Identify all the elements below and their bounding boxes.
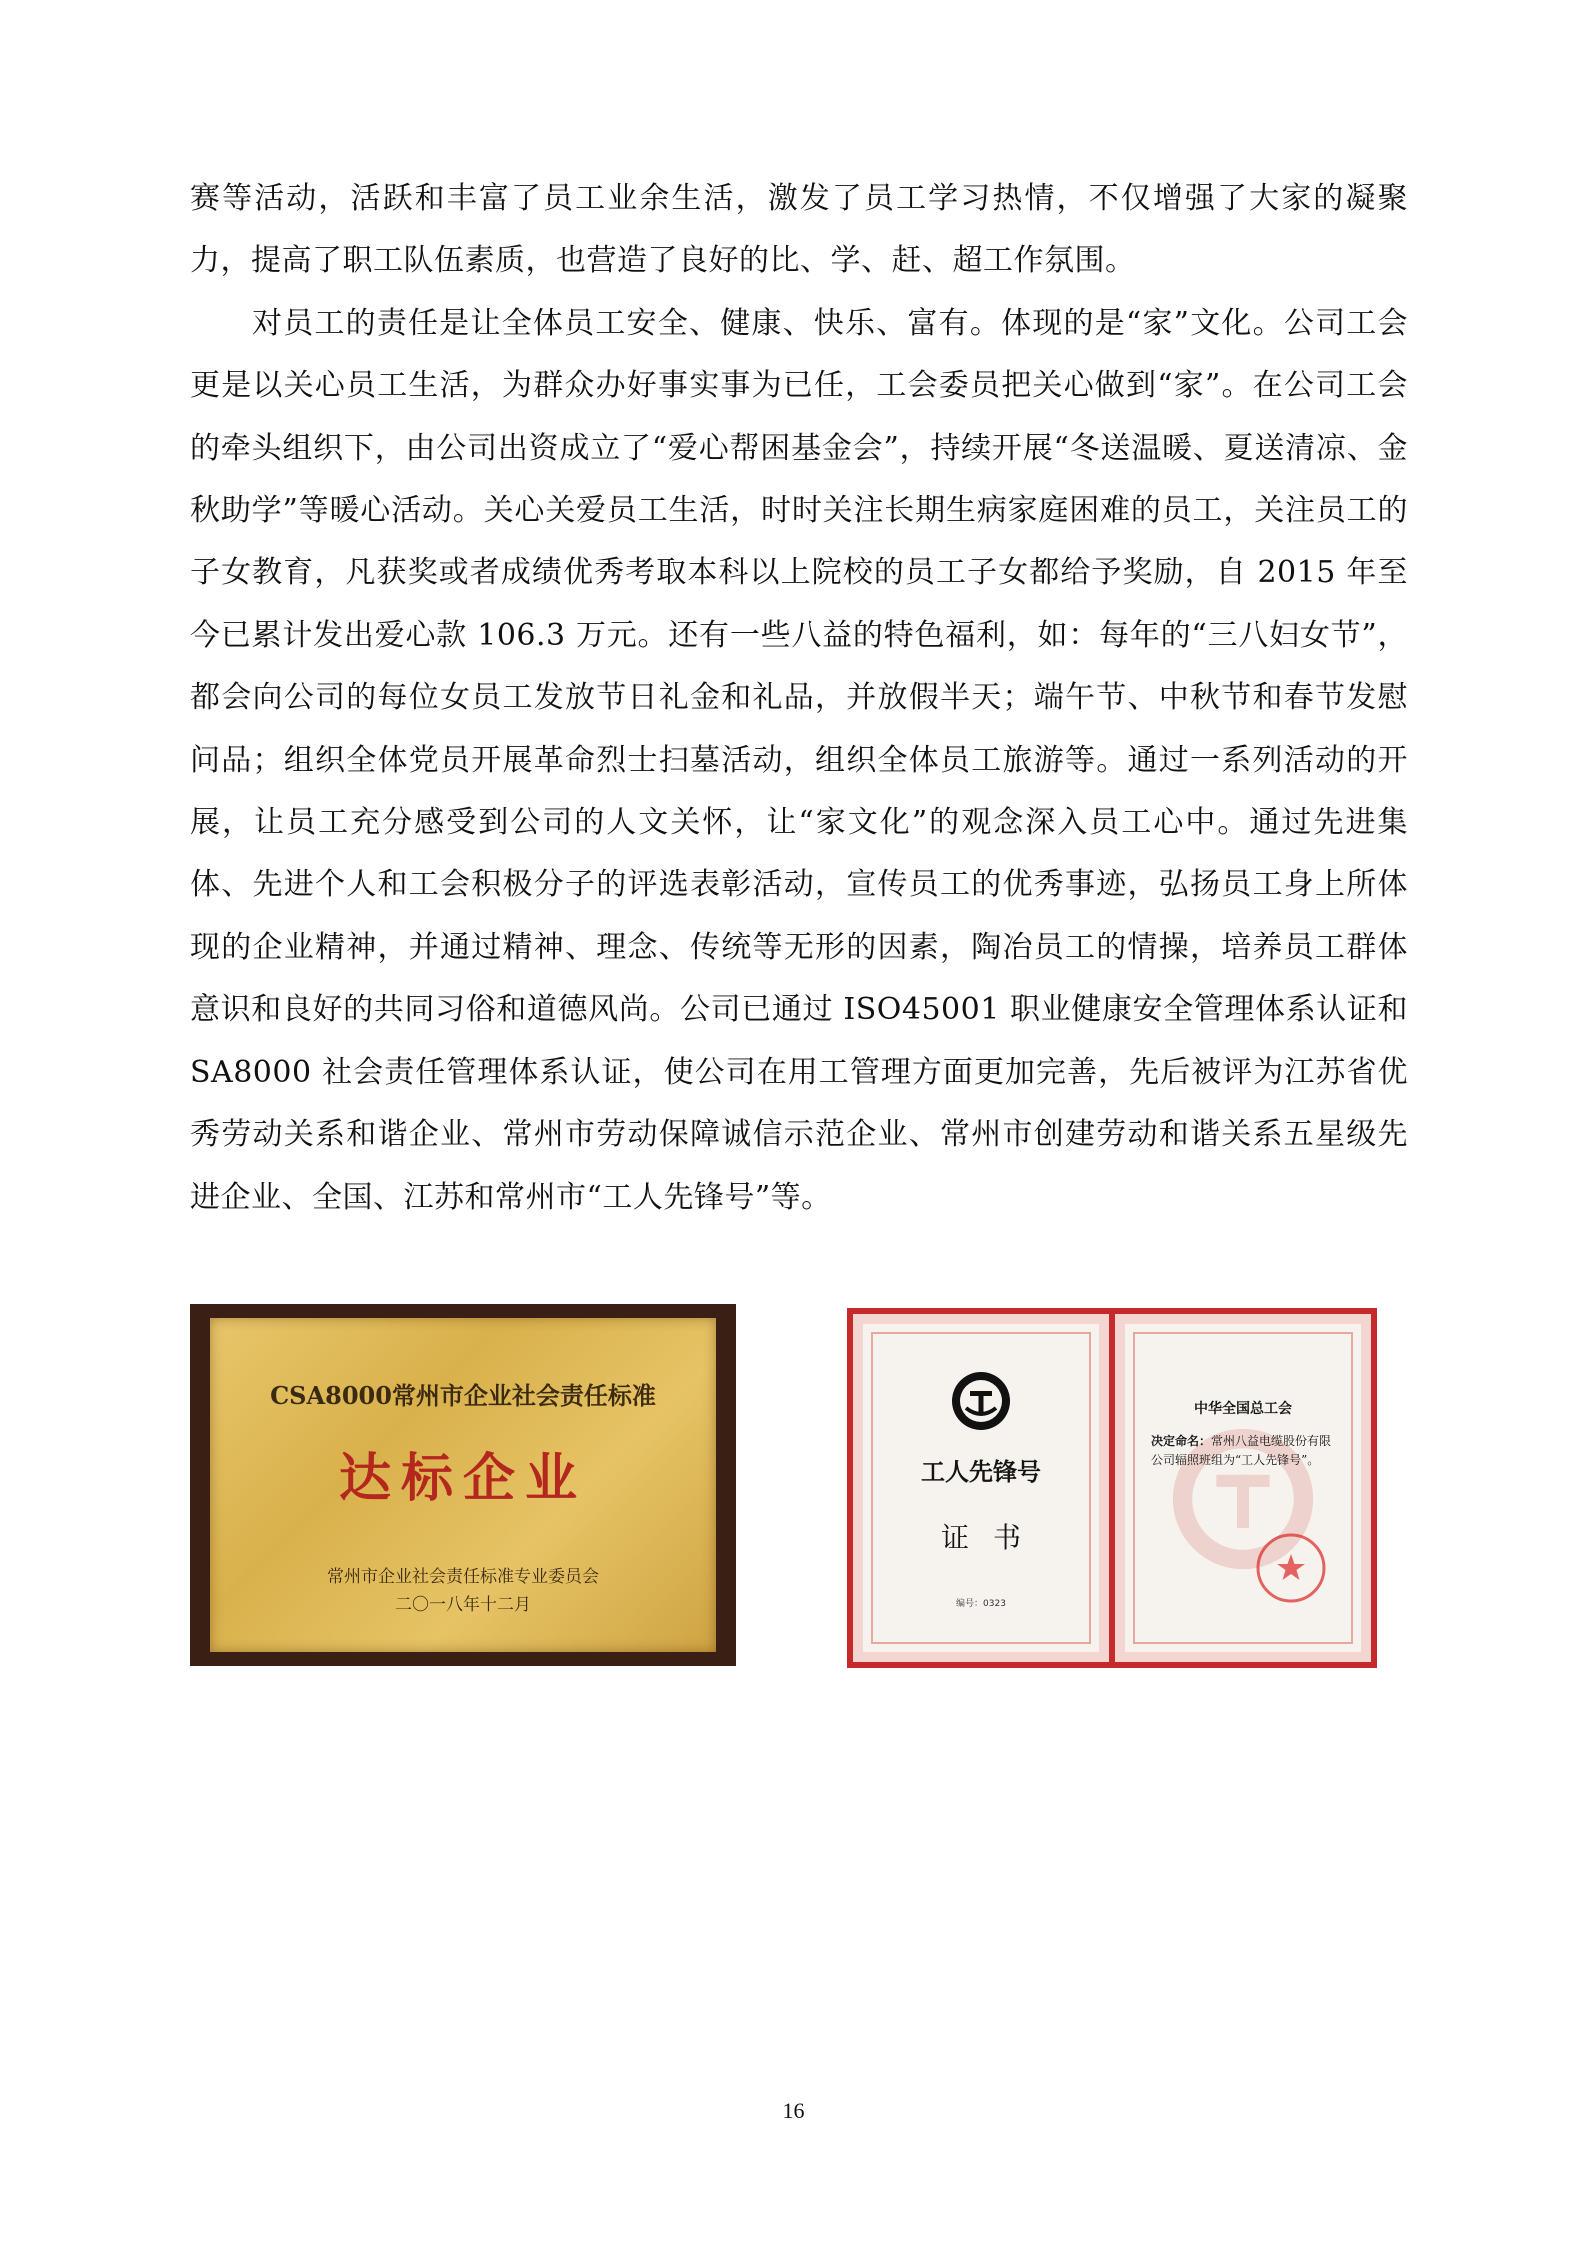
plaque-face bbox=[210, 1318, 716, 1652]
trade-union-emblem-icon bbox=[950, 1370, 1012, 1432]
certificate-cover-page bbox=[853, 1314, 1109, 1662]
certificate-issuer: 中华全国总工会 bbox=[1194, 1401, 1292, 1417]
page-number: 16 bbox=[782, 2098, 805, 2123]
worker-pioneer-certificate-photo bbox=[847, 1308, 1377, 1668]
plaque-main-text: 达标企业 bbox=[338, 1448, 587, 1509]
body-text bbox=[190, 168, 1408, 1229]
paragraph-2: 对员工的责任是让全体员工安全、健康、快乐、富有。体现的是“家”文化。公司工会更是以关心员工生活，为群众办好事实事为已任，工会委员把关心做到“家”。在公司工会的牵头组织下，由公司出资成立了“爱心帮困基金会”，持续开展“冬送温暖、夏送清凉、金秋助学”等暖心活动。关心关爱员工生活，时时关注长期生病家庭困难的员工，关注员工的子女教育，凡获奖或者成绩优秀考取本科以上院校的员工子女都给予奖励，自 2015 年至今已累计发出爱心款 106.3 万元。还有一些八益的特色福利，如：每年的“三八妇女节”，都会向公司的每位女员工发放节日礼金和礼品，并放假半天；端午节、中秋节和春节发慰问品；组织全体党员开展革命烈士扫墓活动，组织全体员工旅游等。通过一系列活动的开展，让员工充分感受到公司的人文关怀，让“家文化”的观念深入员工心中。通过先进集体、先进个人和工会积极分子的评选表彰活动，宣传员工的优秀事迹，弘扬员工身上所体现的企业精神，并通过精神、理念、传统等无形的因素，陶冶员工的情操，培养员工群体意识和良好的共同习俗和道德风尚。公司已通过 ISO45001 职业健康安全管理体系认证和 SA8000 社会责任管理体系认证，使公司在用工管理方面更加完善，先后被评为江苏省优秀劳动关系和谐企业、常州市劳动保障诚信示范企业、常州市创建劳动和谐关系五星级先进企业、全国、江苏和常州市“工人先锋号”等。 bbox=[190, 305, 1408, 1215]
certificate-number: 编号：0323 bbox=[956, 1599, 1006, 1609]
plaque-title: CSA8000常州市企业社会责任标准 bbox=[270, 1381, 656, 1410]
csa8000-plaque-photo bbox=[190, 1304, 736, 1666]
decision-text: 常州八益电缆股份有限公司辐照班组为“工人先锋号”。 bbox=[1151, 1434, 1332, 1467]
red-seal-stamp bbox=[1255, 1532, 1327, 1604]
decision-label: 决定命名： bbox=[1151, 1434, 1212, 1448]
certificate-inner-page bbox=[1115, 1314, 1371, 1662]
plaque-organization: 常州市企业社会责任标准专业委员会 bbox=[327, 1567, 599, 1587]
paragraph-1: 赛等活动，活跃和丰富了员工业余生活，激发了员工学习热情，不仅增强了大家的凝聚力，提高了职工队伍素质，也营造了良好的比、学、赶、超工作氛围。 bbox=[190, 181, 1408, 279]
certificate-decision bbox=[1151, 1432, 1341, 1470]
certificate-word: 证书 bbox=[940, 1521, 1045, 1554]
certificate-title: 工人先锋号 bbox=[921, 1457, 1041, 1486]
plaque-date: 二〇一八年十二月 bbox=[395, 1595, 531, 1615]
